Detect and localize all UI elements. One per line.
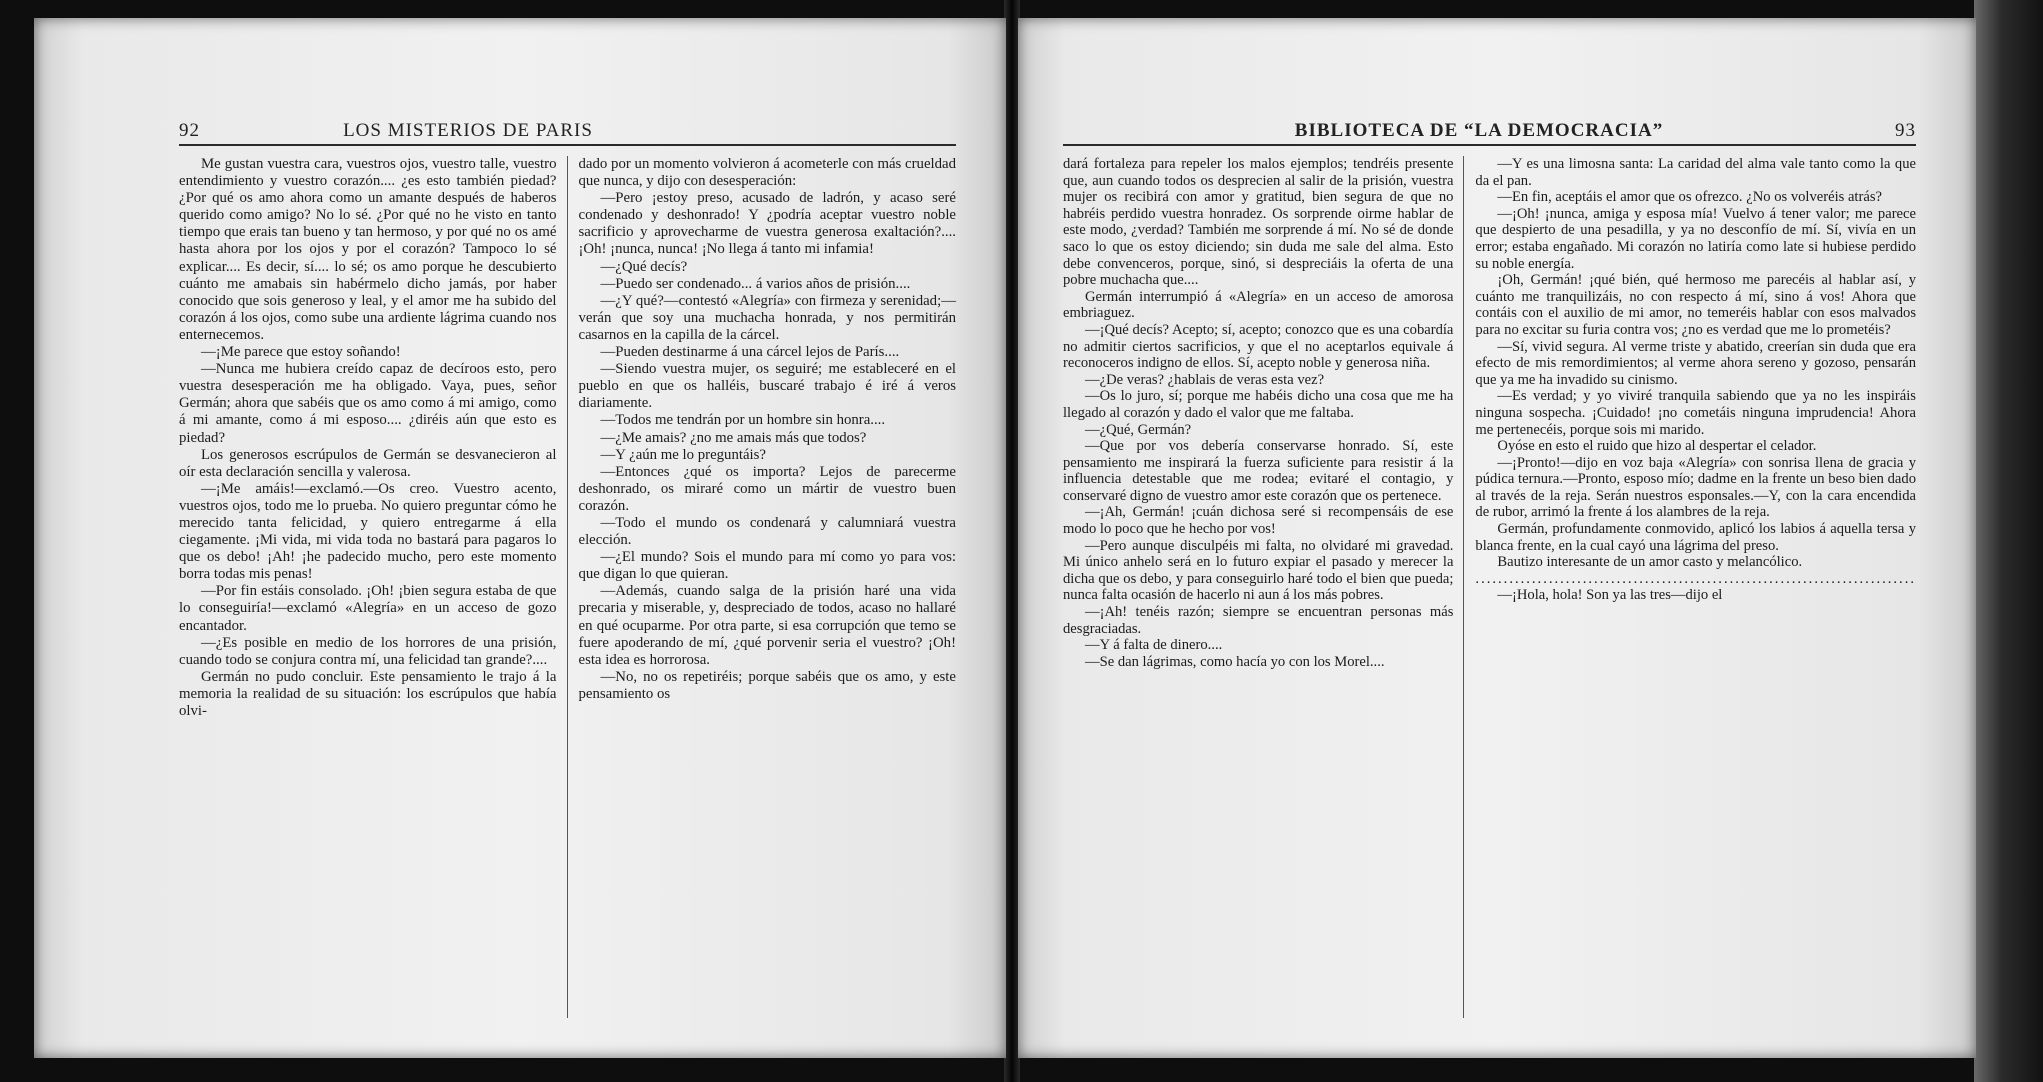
paragraph: —¡Ah! tenéis razón; siempre se encuentran personas más desgraciadas.	[1063, 604, 1454, 637]
paragraph: dado por un momento volvieron á acometerle con más crueldad que nunca, y dijo con desesperación:	[578, 156, 956, 190]
text-column	[579, 156, 957, 1018]
paragraph: —¡Oh! ¡nunca, amiga y esposa mía! Vuelvo á tener valor; me parece que despierto de una pesadilla, y ya no desconfío de mí. Sí, vivía en un error; estaba engañado. Mi corazón no latiría como late si hubiese perdido su noble energía.	[1475, 205, 1916, 272]
paragraph: —¿De veras? ¿hablais de veras esta vez?	[1085, 371, 1325, 388]
paragraph: —¡Qué decís? Acepto; sí, acepto; conozco que es una cobardía no admitir ciertos sacrificios, y que el no aceptarlos equivale á reconoceros indigno de ellos. Sí, acepto noble y generosa niña.	[1063, 321, 1454, 372]
running-title: LOS MISTERIOS DE PARIS	[343, 120, 593, 141]
paragraph: —Es verdad; y yo viviré tranquila sabiendo que ya no les inspiráis ninguna sospecha. ¡Cuidado! ¡no cometáis ninguna imprudencia! Ahora me pertenecéis, porque sois mi marido.	[1475, 388, 1916, 438]
right-page-header	[1063, 120, 1916, 146]
text-column	[1063, 156, 1453, 1018]
paragraph: —Todo el mundo os condenará y calumniará vuestra elección.	[578, 514, 956, 549]
page-number: 92	[179, 120, 200, 141]
paragraph: —Además, cuando salga de la prisión haré una vida precaria y miserable, y, despreciado de todos, acaso no hallaré en qué ocuparme. Por otra parte, si esa corrupción que temo se fuere apoderando de mí, ¿qué porvenir seria el vuestro? ¡Oh! esta idea es horrorosa.	[578, 583, 956, 668]
paragraph: —Todos me tendrán por un hombre sin honra....	[600, 412, 886, 429]
text-column	[179, 156, 557, 1018]
paragraph: —En fin, aceptáis el amor que os ofrezco. ¿No os volveréis atrás?	[1497, 189, 1882, 206]
paragraph: —Se dan lágrimas, como hacía yo con los Morel....	[1085, 653, 1385, 670]
paragraph: —Pero aunque disculpéis mi falta, no olvidaré mi gravedad. Mi único anhelo será en lo futuro expiar el pasado y merecer la dicha que os debo, y para conseguirlo haré todo el bien que pueda; nunca falta ocasión de hacerlo ni aun á los más pobres.	[1063, 537, 1454, 604]
paragraph: —¿Qué decís?	[600, 258, 688, 275]
section-break: ..............................................................................	[1475, 570, 1916, 587]
paragraph: —¿Me amais? ¿no me amais más que todos?	[600, 429, 867, 446]
paragraph: —¿Qué, Germán?	[1085, 421, 1192, 438]
paragraph: —Y á falta de dinero....	[1085, 637, 1223, 654]
paragraph: —Siendo vuestra mujer, os seguiré; me estableceré en el pueblo en que os halléis, buscaré trabajo é iré á veros diariamente.	[578, 361, 956, 412]
paragraph: —Y ¿aún me lo preguntáis?	[600, 446, 766, 463]
paragraph: —Que por vos debería conservarse honrado. Sí, este pensamiento me inspirará la fuerza suficiente para resistir á la influencia detestable que me rodea; evitaré el contagio, y conservaré digno de vuestro amor este corazón que os pertenece.	[1063, 438, 1454, 504]
text-column	[1475, 156, 1916, 1018]
paragraph: —¿Y qué?—contestó «Alegría» con firmeza y serenidad;—verán que soy una muchacha honrada, y nos permitirán casarnos en la capilla de la cárcel.	[578, 292, 956, 343]
paragraph: —Y es una limosna santa: La caridad del alma vale tanto como la que da el pan.	[1475, 156, 1916, 189]
paragraph: —Entonces ¿qué os importa? Lejos de parecerme deshonrado, os miraré como un mártir de vuestro buen corazón.	[578, 463, 956, 514]
paragraph: —Nunca me hubiera creído capaz de decíroos esto, pero vuestra desesperación me ha obligado. Vaya, pues, señor Germán; ahora que sabéis que os amo como á mi amigo, como á mi amante, como á mi esposo.... ¿diréis aún que esto es piedad?	[179, 361, 557, 446]
paragraph: —¡Me amáis!—exclamó.—Os creo. Vuestro acento, vuestros ojos, todo me lo prueba. No quiero preguntar cómo he merecido tanta felicidad, y quiero entregarme á ella ciegamente. ¡Mi vida, mi vida toda no bastará para pagaros lo que os debo! ¡Ah! ¡he padecido mucho, pero este momento borra todas mis penas!	[179, 480, 557, 583]
paragraph: —¡Pronto!—dijo en voz baja «Alegría» con sonrisa llena de gracia y púdica ternura.—Pronto, esposo mío; dadme en la frente un beso bien dado al través de la reja. Serán nuestros esponsales.—Y, con la cara encendida de rubor, arrimó la frente á los alambres de la reja.	[1475, 454, 1916, 521]
book-edge	[1974, 0, 2043, 1082]
paragraph: —¡Me parece que estoy soñando!	[201, 344, 401, 361]
paragraph: Germán interrumpió á «Alegría» en un acceso de amorosa embriaguez.	[1063, 288, 1454, 322]
paragraph: —¿El mundo? Sois el mundo para mí como yo para vos: que digan lo que quieran.	[578, 549, 956, 583]
paragraph: —¡Ah, Germán! ¡cuán dichosa seré si recompensáis de ese modo lo poco que he hecho por vos!	[1063, 504, 1454, 538]
paragraph: —Puedo ser condenado... á varios años de prisión....	[600, 275, 911, 292]
paragraph: —No, no os repetiréis; porque sabéis que os amo, y este pensamiento os	[578, 668, 956, 702]
paragraph: Germán, profundamente conmovido, aplicó los labios á aquella tersa y blanca frente, en la cual cayó una lágrima del preso.	[1475, 521, 1916, 554]
paragraph: —¿Es posible en medio de los horrores de una prisión, cuando todo se conjura contra mí, una felicidad tan grande?....	[179, 634, 557, 668]
left-page-header	[179, 120, 956, 146]
paragraph: —Pero ¡estoy preso, acusado de ladrón, y acaso seré condenado y deshonrado! Y ¿podría aceptar vuestro noble sacrificio y aprovecharme de vuestra generosa exaltación?.... ¡Oh! ¡nunca, nunca! ¡No llega á tanto mi infamia!	[578, 190, 956, 258]
page-number: 93	[1894, 120, 1916, 141]
paragraph: ¡Oh, Germán! ¡qué bién, qué hermoso me parecéis al hablar así, y cuánto me tranquilizáis, no con respecto á mí, sino á vos! Ahora que contáis con el auxilio de mi amor, no temeréis hablar con esos malvados para no excitar su furia contra vos; ¿no es verdad que me lo prometéis?	[1475, 272, 1916, 338]
paragraph: Germán no pudo concluir. Este pensamiento le trajo á la memoria la realidad de su situación: los escrúpulos que había olvi-	[179, 668, 557, 719]
paragraph: —Pueden destinarme á una cárcel lejos de París....	[600, 344, 900, 361]
right-page	[1018, 18, 1976, 1058]
paragraph: Oyóse en esto el ruido que hizo al despertar el celador.	[1497, 438, 1817, 455]
paragraph: —Sí, vivid segura. Al verme triste y abatido, creerían sin duda que era efecto de mis remordimientos; al verme ahora sereno y gozoso, pensarán que ya me ha invadido su cinismo.	[1475, 338, 1916, 388]
paragraph: —Os lo juro, sí; porque me habéis dicho una cosa que me ha llegado al corazón y dado el valor que me faltaba.	[1063, 388, 1454, 421]
paragraph: —Por fin estáis consolado. ¡Oh! ¡bien segura estaba de que lo conseguiría!—exclamó «Alegría» en un acceso de gozo encantador.	[179, 583, 557, 634]
paragraph: dará fortaleza para repeler los malos ejemplos; tendréis presente que, aun cuando todos os desprecien al salir de la prisión, vuestra mujer os recibirá con amor y gratitud, bien segura de que no habréis perdido vuestra honradez. Os sorprende oirme hablar de este modo, ¿verdad? También me sorprende á mí. No sé de donde saco lo que os estoy diciendo; sin duda me sale del alma. Esto debe convenceros, porque, sinó, si despreciáis la oferta de una pobre muchacha que....	[1063, 156, 1454, 289]
paragraph: Me gustan vuestra cara, vuestros ojos, vuestro talle, vuestro entendimiento y vuestro corazón.... ¿es esto también piedad? ¿Por qué os amo ahora como un amante después de haberos querido como amigo? No lo sé. ¿Por qué no he visto en tanto tiempo que erais tan bueno y tan hermoso, y por qué no os amé hasta ahora por los ojos y por el corazón? Tampoco lo sé explicar.... Es decir, sí.... lo sé; os amo porque he descubierto cuánto me amabais sin habérmelo dicho jamás, por haber conocido que sois generoso y leal, y el amor me ha subido del corazón á los ojos, como sube una ardiente lágrima cuando nos enternecemos.	[179, 156, 557, 343]
paragraph: Los generosos escrúpulos de Germán se desvanecieron al oír esta declaración sencilla y valerosa.	[179, 446, 557, 480]
paragraph: Bautizo interesante de un amor casto y melancólico.	[1497, 554, 1803, 571]
left-page	[34, 18, 1006, 1058]
running-title: BIBLIOTECA DE “LA DEMOCRACIA”	[1294, 120, 1664, 141]
paragraph: —¡Hola, hola! Son ya las tres—dijo el	[1497, 587, 1723, 604]
